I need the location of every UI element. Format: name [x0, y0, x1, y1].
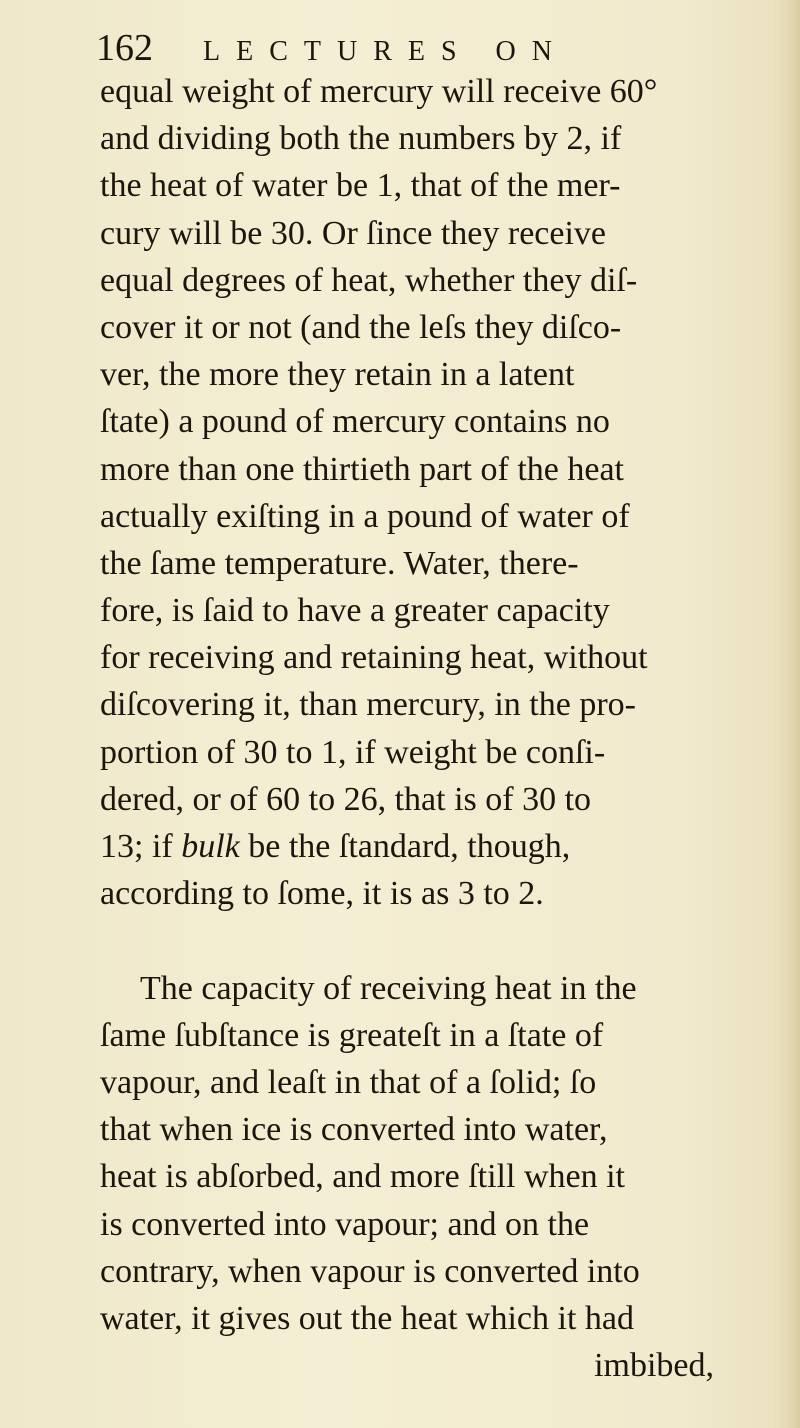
- paragraph-gap: [100, 917, 740, 964]
- text-line: for receiving and retaining heat, without: [100, 639, 648, 677]
- text-line: heat is abſorbed, and more ſtill when it: [100, 1158, 625, 1196]
- page-edge-shadow: [774, 0, 800, 1428]
- text-line: ver, the more they retain in a latent: [100, 356, 575, 394]
- text-line: ſtate) a pound of mercury contains no: [100, 403, 610, 441]
- text-line: dered, or of 60 to 26, that is of 30 to: [100, 780, 592, 818]
- text-line: diſcovering it, than mercury, in the pro-: [100, 686, 636, 724]
- text-line: 13; if bulk be the ſtandard, though,: [100, 828, 571, 865]
- text-line: fore, is ſaid to have a greater capacity: [100, 592, 610, 630]
- text-line: equal degrees of heat, whether they diſ-: [100, 261, 638, 299]
- text-line: that when ice is converted into water,: [100, 1111, 608, 1149]
- text-line: cover it or not (and the leſs they diſco-: [100, 308, 622, 346]
- text-line: vapour, and leaſt in that of a ſolid; ſo: [100, 1063, 597, 1101]
- text-line: cury will be 30. Or ſince they receive: [100, 214, 607, 252]
- text-line: actually exiſting in a pound of water of: [100, 497, 630, 535]
- page-number: 162: [96, 27, 153, 69]
- text-line: the ſame temperature. Water, there-: [100, 544, 579, 582]
- text-line: and dividing both the numbers by 2, if: [100, 120, 622, 158]
- text-line: more than one thirtieth part of the heat: [100, 450, 624, 488]
- text-line: is converted into vapour; and on the: [100, 1205, 590, 1243]
- text-line: according to ſome, it is as 3 to 2.: [100, 875, 544, 913]
- text-line: portion of 30 to 1, if weight be conſi-: [100, 733, 606, 771]
- text-line: water, it gives out the heat which it had: [100, 1299, 634, 1337]
- text-line: equal weight of mercury will receive 60°: [100, 73, 658, 110]
- italic-word: bulk: [181, 828, 240, 865]
- text-line: contrary, when vapour is converted into: [100, 1252, 640, 1290]
- body-text: [100, 68, 740, 1389]
- text-line: The capacity of receiving heat in the: [140, 969, 637, 1007]
- running-head: LECTURES ON: [203, 36, 568, 67]
- text-line: the heat of water be 1, that of the mer-: [100, 167, 621, 205]
- catchword: imbibed,: [594, 1347, 714, 1385]
- text-line: ſame ſubſtance is greateſt in a ſtate of: [100, 1016, 604, 1054]
